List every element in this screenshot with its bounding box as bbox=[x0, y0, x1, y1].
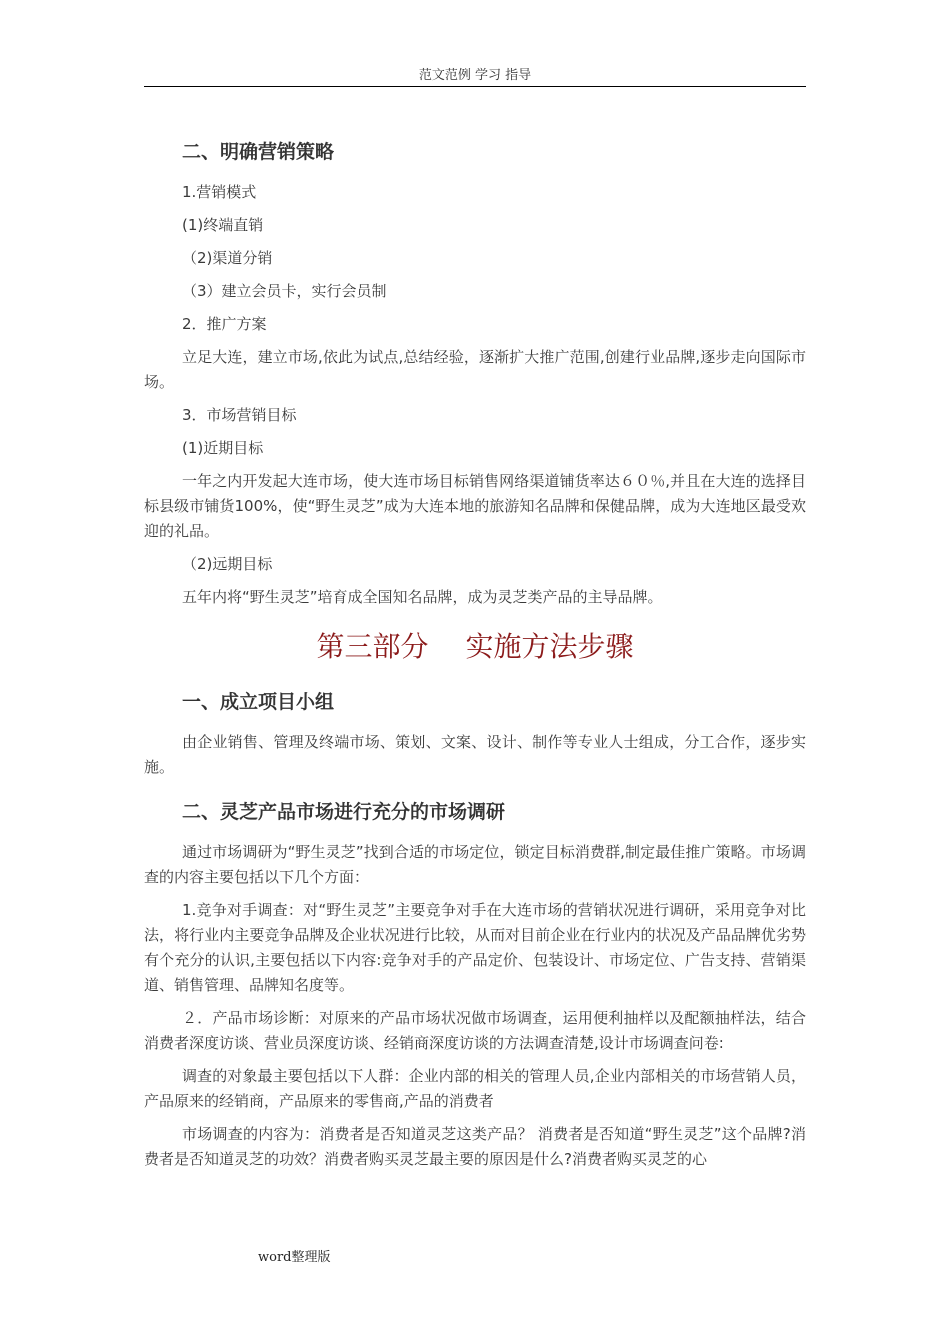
item-marketing-mode: 1.营销模式 bbox=[182, 183, 257, 201]
research-content-text: 市场调查的内容为：消费者是否知道灵芝这类产品？ 消费者是否知道“野生灵芝”这个品牌?消费者是否知道灵芝的功效？消费者购买灵芝最主要的原因是什么?消费者购买灵芝的心 bbox=[144, 1125, 806, 1168]
footer-text: word整理版 bbox=[258, 1250, 331, 1265]
page-footer bbox=[258, 1246, 331, 1265]
header-text: 范文范例 学习 指导 bbox=[418, 68, 532, 83]
competitor-research-text: 1.竞争对手调查：对“野生灵芝”主要竞争对手在大连市场的营销状况进行调研，采用竞争对比法，将行业内主要竞争品牌及企业状况进行比较，从而对目前企业在行业内的状况及产品品牌优劣势有个充分的认识,主要包括以下内容:竞争对手的产品定价、包装设计、市场定位、广告支持、营销渠道、销售管理、品牌知名度等。 bbox=[144, 901, 806, 994]
item-promotion-plan: 2．推广方案 bbox=[182, 315, 267, 333]
promotion-plan-text: 立足大连，建立市场,依此为试点,总结经验，逐渐扩大推广范围,创建行业品牌,逐步走向国际市场。 bbox=[144, 348, 806, 391]
heading-marketing-strategy: 二、明确营销策略 bbox=[182, 141, 335, 163]
short-term-goal-text: 一年之内开发起大连市场，使大连市场目标销售网络渠道铺货率达６０％,并且在大连的选择目标县级市铺货100%，使“野生灵芝”成为大连本地的旅游知名品牌和保健品牌，成为大连地区最受欢迎的礼品。 bbox=[144, 472, 806, 540]
research-targets-text: 调查的对象最主要包括以下人群：企业内部的相关的管理人员,企业内部相关的市场营销人员，产品原来的经销商，产品原来的零售商,产品的消费者 bbox=[144, 1067, 806, 1110]
document-body bbox=[144, 132, 806, 1172]
market-diagnosis-text: ２．产品市场诊断：对原来的产品市场状况做市场调查，运用便利抽样以及配额抽样法，结合消费者深度访谈、营业员深度访谈、经销商深度访谈的方法调查清楚,设计市场调查问卷: bbox=[144, 1009, 806, 1052]
item-membership: （3）建立会员卡，实行会员制 bbox=[182, 282, 387, 300]
item-channel-distribution: （2)渠道分销 bbox=[182, 249, 273, 267]
part3-title: 第三部分 实施方法步骤 bbox=[316, 630, 634, 663]
heading-market-research: 二、灵芝产品市场进行充分的市场调研 bbox=[182, 801, 506, 823]
page-header bbox=[144, 64, 806, 87]
item-marketing-goals: 3．市场营销目标 bbox=[182, 406, 297, 424]
project-team-text: 由企业销售、管理及终端市场、策划、文案、设计、制作等专业人士组成，分工合作，逐步实施。 bbox=[144, 733, 806, 776]
item-long-term-goal: （2)远期目标 bbox=[182, 555, 273, 573]
long-term-goal-text: 五年内将“野生灵芝”培育成全国知名品牌，成为灵芝类产品的主导品牌。 bbox=[182, 588, 663, 606]
item-terminal-direct: (1)终端直销 bbox=[182, 216, 264, 234]
heading-project-team: 一、成立项目小组 bbox=[182, 691, 335, 713]
research-intro-text: 通过市场调研为“野生灵芝”找到合适的市场定位，锁定目标消费群,制定最佳推广策略。市场调查的内容主要包括以下几个方面： bbox=[144, 843, 806, 886]
item-short-term-goal: (1)近期目标 bbox=[182, 439, 264, 457]
